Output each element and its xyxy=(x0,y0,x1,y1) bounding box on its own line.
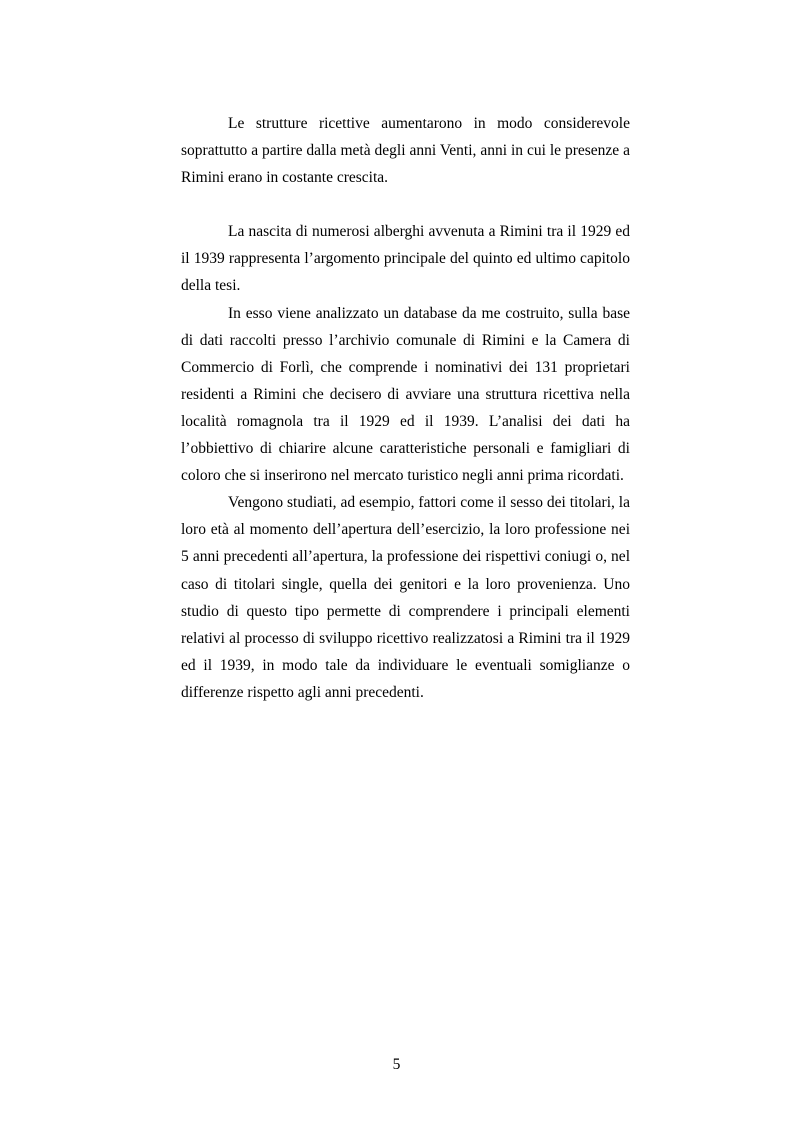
paragraph-1: Le strutture ricettive aumentarono in modo considerevole soprattutto a partire dalla metà degli anni Venti, anni in cui le presenze a Rimini erano in costante crescita. xyxy=(181,115,630,187)
document-body xyxy=(181,110,630,706)
paragraph-3: In esso viene analizzato un database da me costruito, sulla base di dati raccolti presso l’archivio comunale di Rimini e la Camera di Commercio di Forlì, che comprende i nominativi dei 131 proprietari residenti a Rimini che decisero di avviare una struttura ricettiva nella località romagnola tra il 1929 ed il 1939. L’analisi dei dati ha l’obbiettivo di chiarire alcune caratteristiche personali e famigliari di coloro che si inserirono nel mercato turistico negli anni prima ricordati. xyxy=(181,304,630,485)
paragraph-2: La nascita di numerosi alberghi avvenuta a Rimini tra il 1929 ed il 1939 rappresenta l’argomento principale del quinto ed ultimo capitolo della tesi. xyxy=(181,223,630,295)
paragraph-4: Vengono studiati, ad esempio, fattori come il sesso dei titolari, la loro età al momento dell’apertura dell’esercizio, la loro professione nei 5 anni precedenti all’apertura, la professione dei rispettivi coniugi o, nel caso di titolari single, quella dei genitori e la loro provenienza. Uno studio di questo tipo permette di comprendere i principali elementi relativi al processo di sviluppo ricettivo realizzatosi a Rimini tra il 1929 ed il 1939, in modo tale da individuare le eventuali somiglianze o differenze rispetto agli anni precedenti. xyxy=(181,494,630,701)
page-number: 5 xyxy=(392,1056,401,1073)
